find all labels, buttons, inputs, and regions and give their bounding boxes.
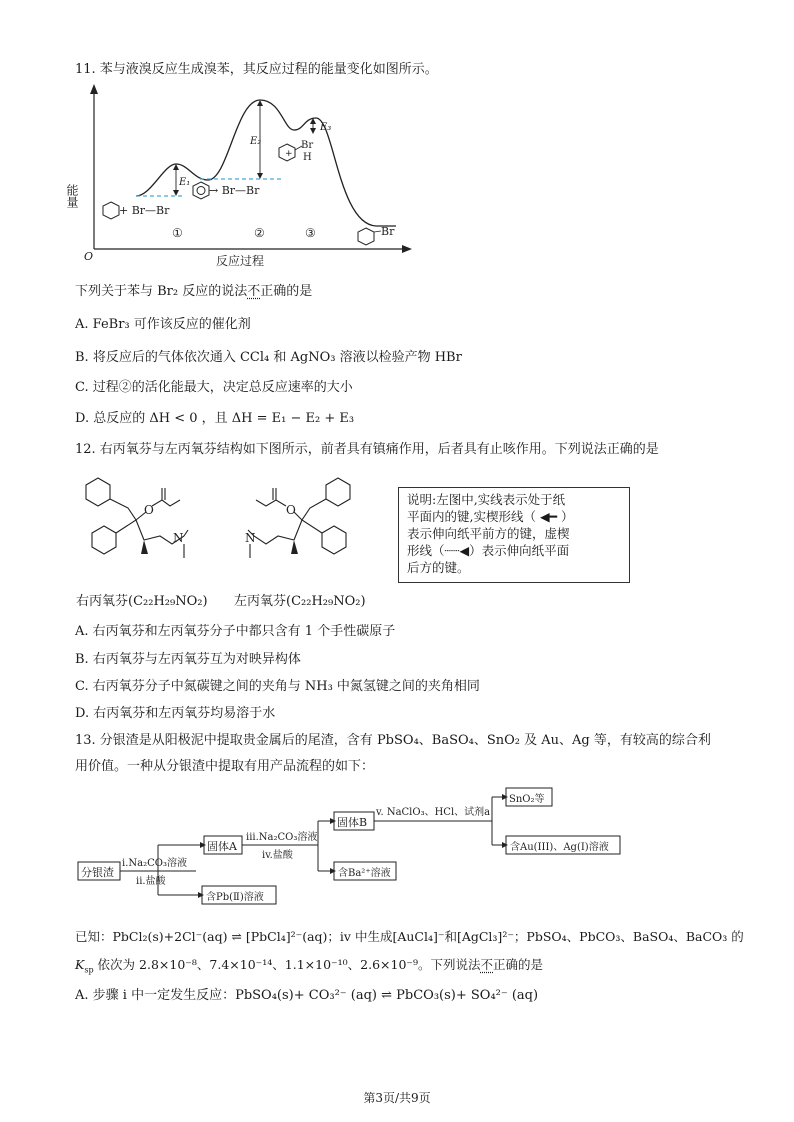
q13-stem-line1: 13. 分银渣是从阳极泥中提取贵金属后的尾渣，含有 PbSO₄、BaSO₄、SnO₂ 及 Au、Ag 等，有较高的综合利 <box>75 733 711 748</box>
intermediate2-h-label: H <box>303 152 312 163</box>
right-n-label: N <box>173 531 184 545</box>
flow-pb: 含Pb(Ⅱ)溶液 <box>206 892 264 903</box>
q11-question: 下列关于苯与 Br₂ 反应的说法不正确的是 <box>75 284 313 299</box>
origin-label: O <box>84 250 94 263</box>
left-o-label: O <box>286 503 296 517</box>
q13-option-a: A. 步骤 i 中一定发生反应：PbSO₄(s)+ CO₃²⁻ (aq) ⇌ PbCO₃(s)+ SO₄²⁻ (aq) <box>75 988 539 1003</box>
note-line-1: 说明:左图中,实线表示处于纸 <box>407 492 566 507</box>
wedge-bond-note <box>398 487 630 583</box>
y-axis-label: 能量 <box>65 184 79 208</box>
flow-step-v: v. NaClO₃、HCl、试剂a <box>376 807 491 818</box>
svg-text:+: + <box>285 149 293 159</box>
q12-option-a: A. 右丙氧芬和左丙氧芬分子中都只含有 1 个手性碳原子 <box>75 624 396 639</box>
flow-solid-b: 固体B <box>337 816 368 829</box>
flow-step-ii: ii.盐酸 <box>136 876 166 887</box>
q11-option-b: B. 将反应后的气体依次通入 CCl₄ 和 AgNO₃ 溶液以检验产物 HBr <box>75 350 462 365</box>
left-n-label: N <box>245 531 256 545</box>
flow-step-iv: iv.盐酸 <box>262 850 293 861</box>
energy-diagram <box>65 84 416 270</box>
flow-step-i: i.Na₂CO₃溶液 <box>122 858 187 869</box>
q11-option-a: A. FeBr₃ 可作该反应的催化剂 <box>75 317 251 332</box>
q13-stem-line2: 用价值。一种从分银渣中提取有用产品流程的如下： <box>75 759 375 774</box>
flow-ba: 含Ba²⁺溶液 <box>338 868 391 879</box>
step-2-label: ② <box>254 226 265 240</box>
e3-label: E₃ <box>320 122 332 133</box>
flow-sno2: SnO₂等 <box>509 794 545 805</box>
note-line-2: 平面内的键,实楔形线（ ◀━ ） <box>407 509 574 524</box>
flow-au-ag: 含Au(III)、Ag(I)溶液 <box>510 842 609 853</box>
right-o-label: O <box>144 503 154 517</box>
q13-known-line2: $K_{sp}$ 依次为 2.8×10⁻⁸、7.4×10⁻¹⁴、1.1×10⁻¹⁰、2.6×10⁻⁹。下列说法不正确的是 <box>75 957 544 975</box>
levopropoxyphene-structure <box>226 470 386 590</box>
note-line-5: 后方的键。 <box>407 560 470 575</box>
e2-label: E₂ <box>250 136 262 147</box>
note-line-3: 表示伸向纸平前方的键，虚楔 <box>407 526 570 541</box>
caption-levopropoxyphene: 左丙氧芬(C₂₂H₂₉NO₂) <box>234 594 366 609</box>
q12-option-b: B. 右丙氧芬与左丙氧芬互为对映异构体 <box>75 652 301 667</box>
product-br-label: Br <box>381 225 395 238</box>
flow-start: 分银渣 <box>81 866 114 879</box>
intermediate2-br-label: Br <box>301 140 314 151</box>
reactant-label: + Br—Br <box>119 204 170 217</box>
note-line-4: 形线（┈┈◀）表示伸向纸平面 <box>407 543 570 558</box>
step-1-label: ① <box>172 226 183 240</box>
step-3-label: ③ <box>305 226 316 240</box>
intermediate1-label: → Br—Br <box>209 184 260 197</box>
q12-option-c: C. 右丙氧芬分子中氮碳键之间的夹角与 NH₃ 中氮氢键之间的夹角相同 <box>75 679 480 694</box>
q11-option-c: C. 过程②的活化能最大，决定总反应速率的大小 <box>75 380 353 395</box>
e1-label: E₁ <box>179 177 191 188</box>
flow-solid-a: 固体A <box>207 840 237 853</box>
q12-stem: 12. 右丙氧芬与左丙氧芬结构如下图所示，前者具有镇痛作用，后者具有止咳作用。下列说法正确的是 <box>75 442 659 457</box>
q12-option-d: D. 右丙氧芬和左丙氧芬均易溶于水 <box>75 706 276 721</box>
q11-stem: 11. 苯与液溴反应生成溴苯，其反应过程的能量变化如图所示。 <box>75 62 438 77</box>
caption-dextropropoxyphene: 右丙氧芬(C₂₂H₂₉NO₂) <box>76 594 208 609</box>
q11-option-d: D. 总反应的 ΔH < 0 ，且 ΔH = E₁ − E₂ + E₃ <box>75 411 355 426</box>
x-axis-label: 反应过程 <box>216 254 265 268</box>
page-footer: 第3页/共9页 <box>363 1091 431 1105</box>
process-flowchart <box>76 784 636 908</box>
q13-known-line1: 已知：PbCl₂(s)+2Cl⁻(aq) ⇌ [PbCl₄]²⁻(aq)；iv 中生成[AuCl₄]⁻和[AgCl₃]²⁻；PbSO₄、PbCO₃、BaSO₄、BaCO₃ 的 <box>75 929 744 944</box>
dextropropoxyphene-structure <box>76 470 226 590</box>
flow-step-iii: iii.Na₂CO₃溶液 <box>246 832 318 843</box>
